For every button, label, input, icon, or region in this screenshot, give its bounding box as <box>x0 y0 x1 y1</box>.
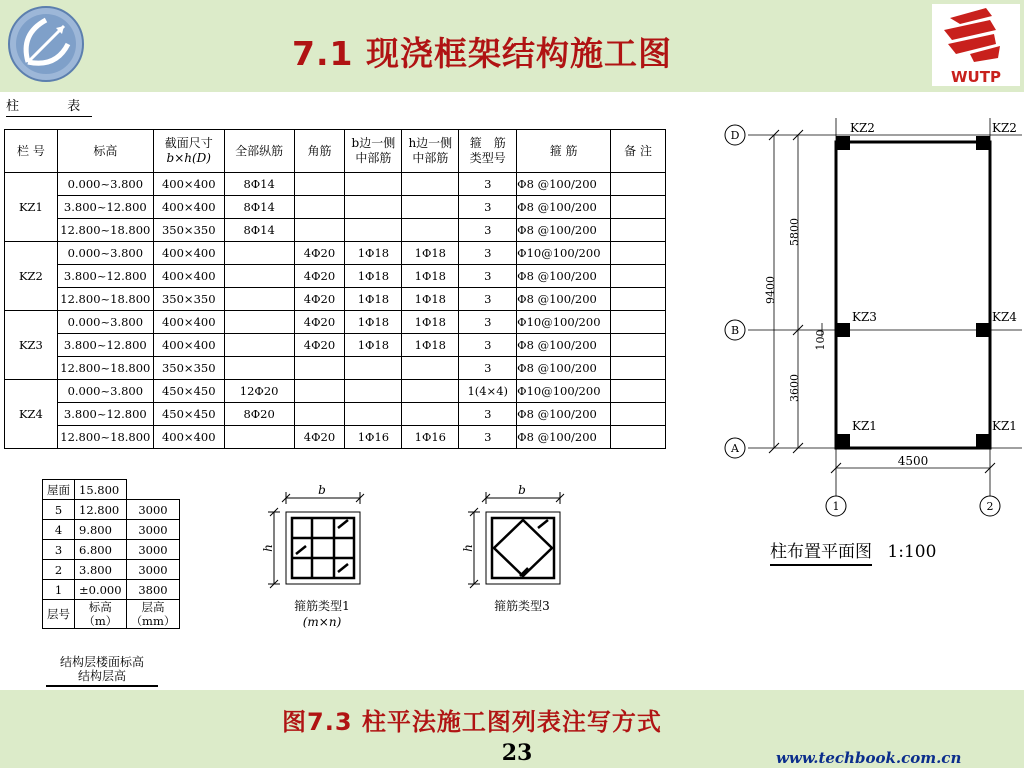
cell-section: 450×450 <box>153 403 224 426</box>
cell-elev: 3.800~12.800 <box>57 334 153 357</box>
axis-d-label: D <box>730 129 740 142</box>
cell-corner: 4Φ20 <box>294 426 345 449</box>
cell-remarks <box>611 196 666 219</box>
cell-type: 3 <box>459 334 517 357</box>
table-row <box>5 403 666 426</box>
floor-number: 5 <box>43 500 75 520</box>
table-row <box>5 334 666 357</box>
cell-stirrup: Φ8 @100/200 <box>517 426 611 449</box>
cell-stirrup: Φ10@100/200 <box>517 380 611 403</box>
axis-2-label: 2 <box>986 500 994 513</box>
roof-elevation: 15.800 <box>75 480 127 500</box>
cell-corner <box>294 173 345 196</box>
header-stirrup-type: 箍 筋 类型号 <box>459 130 517 173</box>
table-title-left: 柱 <box>6 99 20 114</box>
cell-hside <box>402 173 459 196</box>
table-row <box>43 600 180 629</box>
dim-3600: 3600 <box>788 374 801 402</box>
cell-section: 350×350 <box>153 288 224 311</box>
floor-elevation: ±0.000 <box>75 580 127 600</box>
figure-caption: 图7.3 柱平法施工图列表注写方式 <box>282 708 662 736</box>
column-id-cell: KZ2 <box>5 242 58 311</box>
dim-4500: 4500 <box>897 454 929 468</box>
plan-caption <box>770 537 936 562</box>
column-id-cell: KZ3 <box>5 311 58 380</box>
stirrup-type3-caption: 箍筋类型3 <box>494 599 550 613</box>
cell-bside <box>345 196 402 219</box>
cell-section: 450×450 <box>153 380 224 403</box>
cell-corner: 4Φ20 <box>294 334 345 357</box>
cell-corner: 4Φ20 <box>294 288 345 311</box>
cell-type: 3 <box>459 265 517 288</box>
levels-caption-line2: 结构层高 <box>77 669 126 683</box>
cell-type: 3 <box>459 426 517 449</box>
cell-total <box>224 242 294 265</box>
cell-type: 3 <box>459 357 517 380</box>
cell-total <box>224 426 294 449</box>
cell-remarks <box>611 265 666 288</box>
wutp-logo-icon <box>930 2 1022 88</box>
axis-1-label: 1 <box>832 500 840 513</box>
table-row <box>5 426 666 449</box>
cell-stirrup: Φ10@100/200 <box>517 242 611 265</box>
cell-type: 3 <box>459 288 517 311</box>
cell-corner: 4Φ20 <box>294 311 345 334</box>
table-row <box>5 311 666 334</box>
cell-corner <box>294 219 345 242</box>
levels-caption-line1: 结构层楼面标高 <box>59 655 144 669</box>
table-row <box>5 196 666 219</box>
cell-stirrup: Φ8 @100/200 <box>517 334 611 357</box>
cell-remarks <box>611 334 666 357</box>
cell-stirrup: Φ8 @100/200 <box>517 357 611 380</box>
cell-total <box>224 265 294 288</box>
height-header: 层高 （mm） <box>126 600 180 629</box>
page-number: 23 <box>501 740 533 766</box>
dim-100: 100 <box>814 329 827 351</box>
column-kz1-left <box>836 434 850 448</box>
floor-number: 3 <box>43 540 75 560</box>
cell-hside: 1Φ18 <box>402 242 459 265</box>
cell-hside <box>402 403 459 426</box>
table-row <box>5 357 666 380</box>
cell-bside: 1Φ18 <box>345 311 402 334</box>
cell-corner <box>294 403 345 426</box>
h-dim-label: h <box>261 544 275 552</box>
cell-remarks <box>611 357 666 380</box>
cell-type: 3 <box>459 242 517 265</box>
table-row <box>43 480 180 500</box>
cell-corner: 4Φ20 <box>294 265 345 288</box>
cell-remarks <box>611 288 666 311</box>
cell-corner <box>294 196 345 219</box>
floor-elevation: 6.800 <box>75 540 127 560</box>
cell-section: 400×400 <box>153 311 224 334</box>
cell-type: 3 <box>459 196 517 219</box>
header-h-side-rebar: h边一侧 中部筋 <box>402 130 459 173</box>
table-body <box>5 173 666 449</box>
column-layout-plan <box>718 118 1024 520</box>
floor-elevation: 9.800 <box>75 520 127 540</box>
cell-remarks <box>611 311 666 334</box>
cell-total: 8Φ14 <box>224 173 294 196</box>
cell-stirrup: Φ8 @100/200 <box>517 288 611 311</box>
label-kz1-right: KZ1 <box>992 419 1017 433</box>
label-kz3: KZ3 <box>852 310 877 324</box>
cell-type: 1(4×4) <box>459 380 517 403</box>
cell-section: 400×400 <box>153 265 224 288</box>
cell-elev: 0.000~3.800 <box>57 242 153 265</box>
footer-url[interactable]: www.techbook.com.cn <box>776 749 962 767</box>
cell-stirrup: Φ8 @100/200 <box>517 265 611 288</box>
dim-5800: 5800 <box>788 218 801 246</box>
cell-hside <box>402 357 459 380</box>
table-row <box>5 380 666 403</box>
cell-total: 8Φ20 <box>224 403 294 426</box>
cell-elev: 12.800~18.800 <box>57 357 153 380</box>
column-kz4 <box>976 323 990 337</box>
floor-height: 3800 <box>126 580 180 600</box>
table-row <box>43 500 180 520</box>
table-row <box>5 242 666 265</box>
floor-height: 3000 <box>126 540 180 560</box>
cell-bside <box>345 219 402 242</box>
cell-bside: 1Φ18 <box>345 334 402 357</box>
cell-elev: 12.800~18.800 <box>57 426 153 449</box>
cell-hside: 1Φ16 <box>402 426 459 449</box>
label-kz4: KZ4 <box>992 310 1017 324</box>
bow-arrow-logo-icon <box>6 4 86 84</box>
header-total-rebar: 全部纵筋 <box>224 130 294 173</box>
header-section: 截面尺寸 b×h(D) <box>153 130 224 173</box>
roof-height <box>126 480 180 500</box>
table-row <box>5 173 666 196</box>
cell-type: 3 <box>459 173 517 196</box>
dim-9400: 9400 <box>764 276 777 304</box>
cell-hside <box>402 219 459 242</box>
cell-remarks <box>611 242 666 265</box>
plan-caption-text: 柱布置平面图 <box>770 542 872 566</box>
cell-type: 3 <box>459 403 517 426</box>
cell-section: 400×400 <box>153 334 224 357</box>
cell-type: 3 <box>459 219 517 242</box>
cell-bside <box>345 380 402 403</box>
cell-total <box>224 334 294 357</box>
cell-bside: 1Φ16 <box>345 426 402 449</box>
roof-label: 屋面 <box>43 480 75 500</box>
cell-remarks <box>611 173 666 196</box>
cell-corner: 4Φ20 <box>294 242 345 265</box>
column-schedule-table <box>4 129 666 449</box>
table-row <box>5 265 666 288</box>
cell-bside <box>345 173 402 196</box>
header-remarks: 备 注 <box>611 130 666 173</box>
cell-stirrup: Φ8 @100/200 <box>517 219 611 242</box>
cell-corner <box>294 380 345 403</box>
elevation-header: 标高 （m） <box>75 600 127 629</box>
axis-a-label: A <box>731 442 739 455</box>
cell-total <box>224 311 294 334</box>
header-elevation: 标高 <box>57 130 153 173</box>
header-b-side-rebar: b边一侧 中部筋 <box>345 130 402 173</box>
table-title <box>6 95 92 117</box>
plan-scale: 1:100 <box>887 542 937 562</box>
cell-stirrup: Φ8 @100/200 <box>517 403 611 426</box>
table-row <box>5 219 666 242</box>
column-id-cell: KZ4 <box>5 380 58 449</box>
cell-elev: 12.800~18.800 <box>57 288 153 311</box>
cell-hside <box>402 380 459 403</box>
b-dim-label: b <box>518 483 526 497</box>
cell-total: 12Φ20 <box>224 380 294 403</box>
cell-elev: 3.800~12.800 <box>57 403 153 426</box>
cell-elev: 3.800~12.800 <box>57 265 153 288</box>
stirrup-type1-diagram <box>258 482 378 592</box>
table-title-right: 表 <box>67 99 81 114</box>
cell-section: 400×400 <box>153 173 224 196</box>
table-row <box>43 540 180 560</box>
floor-height: 3000 <box>126 500 180 520</box>
cell-stirrup: Φ10@100/200 <box>517 311 611 334</box>
stirrup-type1-caption: 箍筋类型1 (m×n) <box>294 599 350 629</box>
cell-corner <box>294 357 345 380</box>
cell-remarks <box>611 403 666 426</box>
cell-hside: 1Φ18 <box>402 265 459 288</box>
floor-number: 1 <box>43 580 75 600</box>
cell-bside: 1Φ18 <box>345 265 402 288</box>
cell-total <box>224 288 294 311</box>
cell-section: 400×400 <box>153 426 224 449</box>
header-col-id: 栏 号 <box>5 130 58 173</box>
floor-elevation: 12.800 <box>75 500 127 520</box>
wutp-logo-text: WUTP <box>951 68 1001 86</box>
floor-elevation: 3.800 <box>75 560 127 580</box>
b-dim-label: b <box>318 483 326 497</box>
cell-section: 350×350 <box>153 219 224 242</box>
cell-elev: 0.000~3.800 <box>57 311 153 334</box>
cell-elev: 0.000~3.800 <box>57 173 153 196</box>
page-title: 7.1 现浇框架结构施工图 <box>292 34 672 73</box>
floor-levels-table <box>42 479 180 629</box>
cell-bside <box>345 403 402 426</box>
cell-elev: 0.000~3.800 <box>57 380 153 403</box>
label-kz2-right: KZ2 <box>992 121 1017 135</box>
stirrup-type3-diagram <box>458 482 578 592</box>
floor-number-header: 层号 <box>43 600 75 629</box>
cell-remarks <box>611 380 666 403</box>
label-kz2-left: KZ2 <box>850 121 875 135</box>
cell-stirrup: Φ8 @100/200 <box>517 196 611 219</box>
cell-section: 350×350 <box>153 357 224 380</box>
cell-total <box>224 357 294 380</box>
cell-remarks <box>611 426 666 449</box>
cell-hside <box>402 196 459 219</box>
column-id-cell: KZ1 <box>5 173 58 242</box>
cell-hside: 1Φ18 <box>402 288 459 311</box>
cell-elev: 3.800~12.800 <box>57 196 153 219</box>
cell-hside: 1Φ18 <box>402 334 459 357</box>
header-corner-rebar: 角筋 <box>294 130 345 173</box>
cell-remarks <box>611 219 666 242</box>
table-row <box>5 288 666 311</box>
levels-caption <box>46 655 158 687</box>
table-header-row <box>5 130 666 173</box>
column-kz2-right <box>976 136 990 150</box>
table-row <box>43 520 180 540</box>
cell-section: 400×400 <box>153 242 224 265</box>
floor-number: 2 <box>43 560 75 580</box>
cell-elev: 12.800~18.800 <box>57 219 153 242</box>
cell-bside <box>345 357 402 380</box>
h-dim-label: h <box>461 544 475 552</box>
cell-type: 3 <box>459 311 517 334</box>
cell-total: 8Φ14 <box>224 196 294 219</box>
column-kz2-left <box>836 136 850 150</box>
cell-section: 400×400 <box>153 196 224 219</box>
cell-bside: 1Φ18 <box>345 242 402 265</box>
table-row <box>43 580 180 600</box>
floor-height: 3000 <box>126 520 180 540</box>
axis-b-label: B <box>730 324 740 337</box>
label-kz1-left: KZ1 <box>852 419 877 433</box>
cell-stirrup: Φ8 @100/200 <box>517 173 611 196</box>
floor-height: 3000 <box>126 560 180 580</box>
column-kz3 <box>836 323 850 337</box>
cell-bside: 1Φ18 <box>345 288 402 311</box>
column-kz1-right <box>976 434 990 448</box>
cell-hside: 1Φ18 <box>402 311 459 334</box>
cell-total: 8Φ14 <box>224 219 294 242</box>
header-stirrup: 箍 筋 <box>517 130 611 173</box>
floor-number: 4 <box>43 520 75 540</box>
table-row <box>43 560 180 580</box>
